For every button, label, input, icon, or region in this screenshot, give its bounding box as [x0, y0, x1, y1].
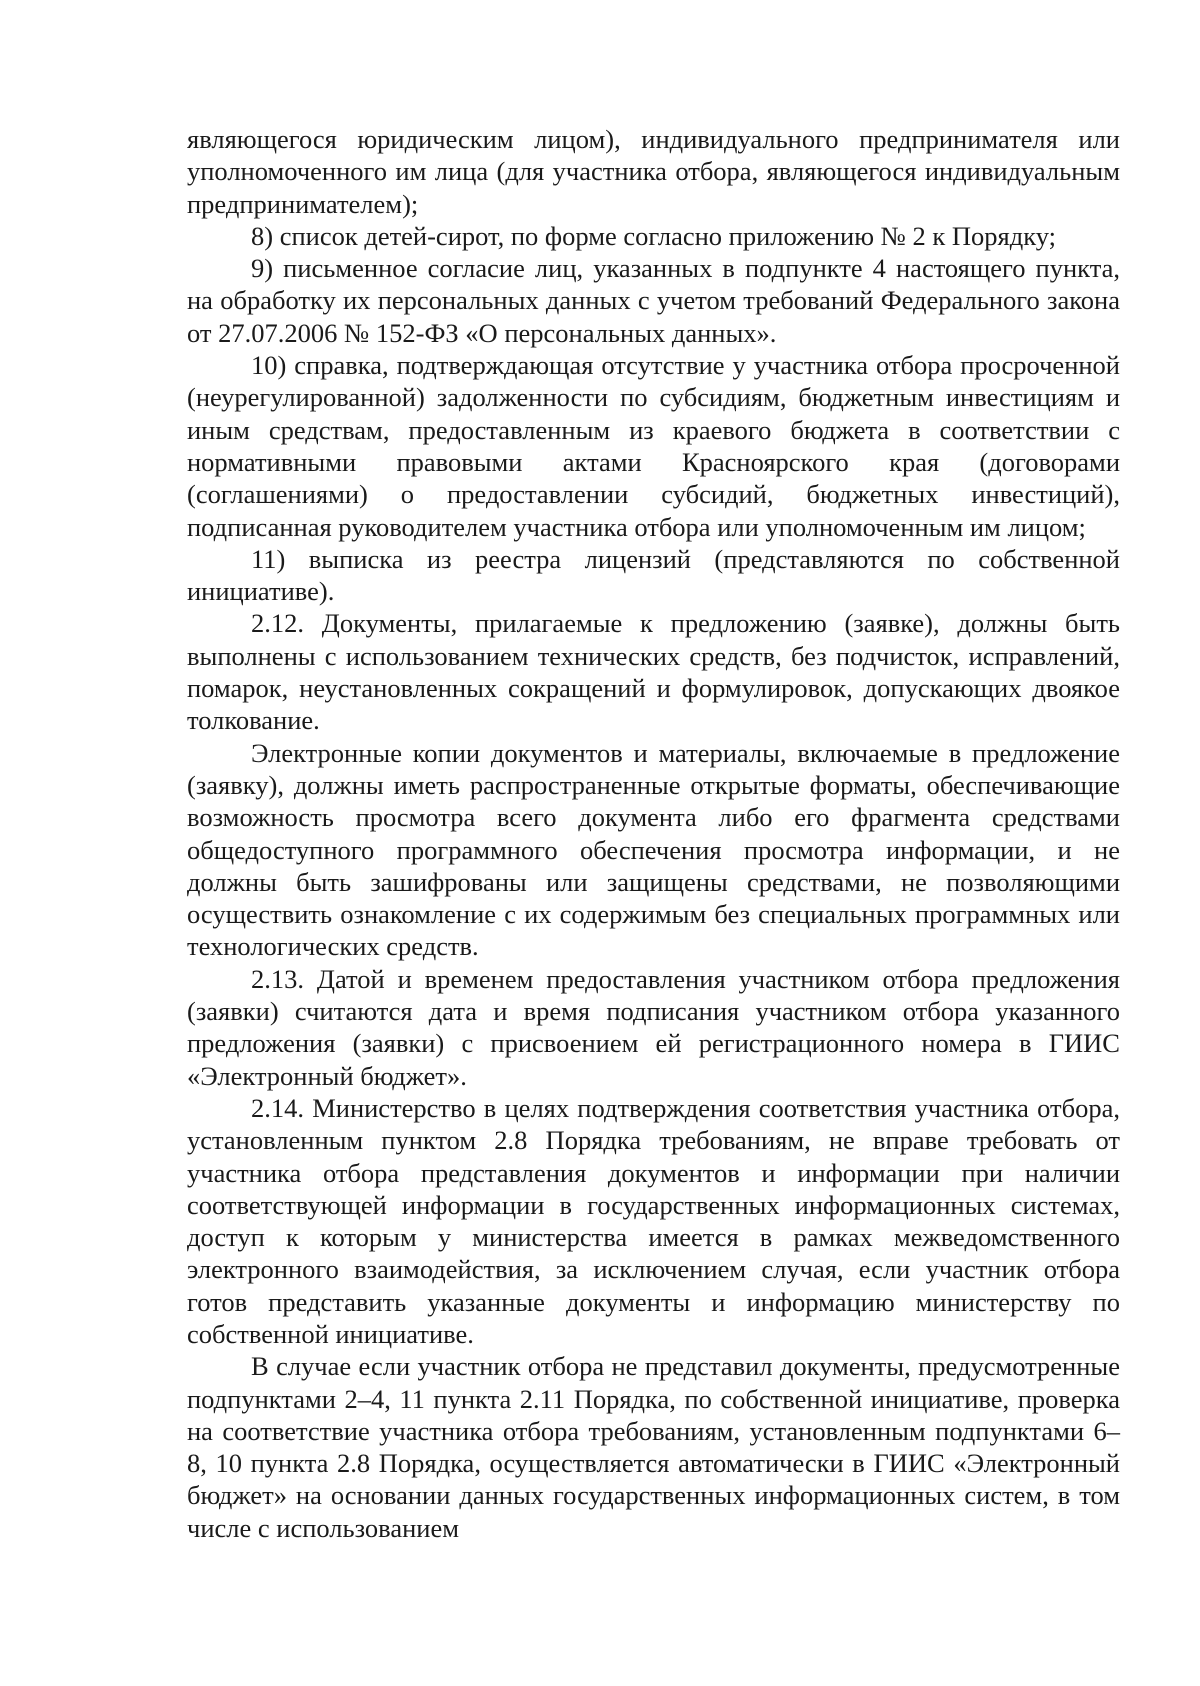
- paragraph-item-10: 10) справка, подтверждающая отсутствие у участника отбора просроченной (неурегулированной) задолженности по субсидиям, бюджетным инвестициям и иным средствам, предоставленным из краевого бюджета в соответствии с нормативными правовыми актами Красноярского края (договорами (соглашениями) о предоставлении субсидий, бюджетных инвестиций), подписанная руководителем участника отбора или уполномоченным им лицом;: [187, 350, 1120, 542]
- document-body: [187, 123, 1120, 1544]
- paragraph-electronic-copies: Электронные копии документов и материалы, включаемые в предложение (заявку), должны иметь распространенные открытые форматы, обеспечивающие возможность просмотра всего документа либо его фрагмента средствами общедоступного программного обеспечения просмотра информации, и не должны быть зашифрованы или защищены средствами, не позволяющими осуществить ознакомление с их содержимым без специальных программных или технологических средств.: [187, 737, 1120, 962]
- paragraph-item-9: 9) письменное согласие лиц, указанных в подпункте 4 настоящего пункта, на обработку их персональных данных с учетом требований Федерального закона от 27.07.2006 № 152-ФЗ «О персональных данных».: [187, 253, 1120, 348]
- paragraph-2-14: 2.14. Министерство в целях подтверждения соответствия участника отбора, установленным пунктом 2.8 Порядка требованиям, не вправе требовать от участника отбора представления документов и информации при наличии соответствующей информации в государственных информационных системах, доступ к которым у министерства имеется в рамках межведомственного электронного взаимодействия, за исключением случая, если участник отбора готов представить указанные документы и информацию министерству по собственной инициативе.: [187, 1092, 1120, 1349]
- paragraph-2-13: 2.13. Датой и временем предоставления участником отбора предложения (заявки) считаются дата и время подписания участником отбора указанного предложения (заявки) с присвоением ей регистрационного номера в ГИИС «Электронный бюджет».: [187, 963, 1120, 1091]
- paragraph-continuation: являющегося юридическим лицом), индивидуального предпринимателя или уполномоченного им лица (для участника отбора, являющегося индивидуальным предпринимателем);: [187, 124, 1120, 219]
- paragraph-item-8: 8) список детей-сирот, по форме согласно приложению № 2 к Порядку;: [251, 220, 1056, 251]
- paragraph-in-case: В случае если участник отбора не представил документы, предусмотренные подпунктами 2–4, 11 пункта 2.11 Порядка, по собственной инициативе, проверка на соответствие участника отбора требованиям, установленным подпунктами 6–8, 10 пункта 2.8 Порядка, осуществляется автоматически в ГИИС «Электронный бюджет» на основании данных государственных информационных систем, в том числе с использованием: [187, 1351, 1120, 1543]
- paragraph-item-11: 11) выписка из реестра лицензий (представляются по собственной инициативе).: [187, 543, 1120, 607]
- paragraph-2-12: 2.12. Документы, прилагаемые к предложению (заявке), должны быть выполнены с использованием технических средств, без подчисток, исправлений, помарок, неустановленных сокращений и формулировок, допускающих двоякое толкование.: [187, 608, 1120, 736]
